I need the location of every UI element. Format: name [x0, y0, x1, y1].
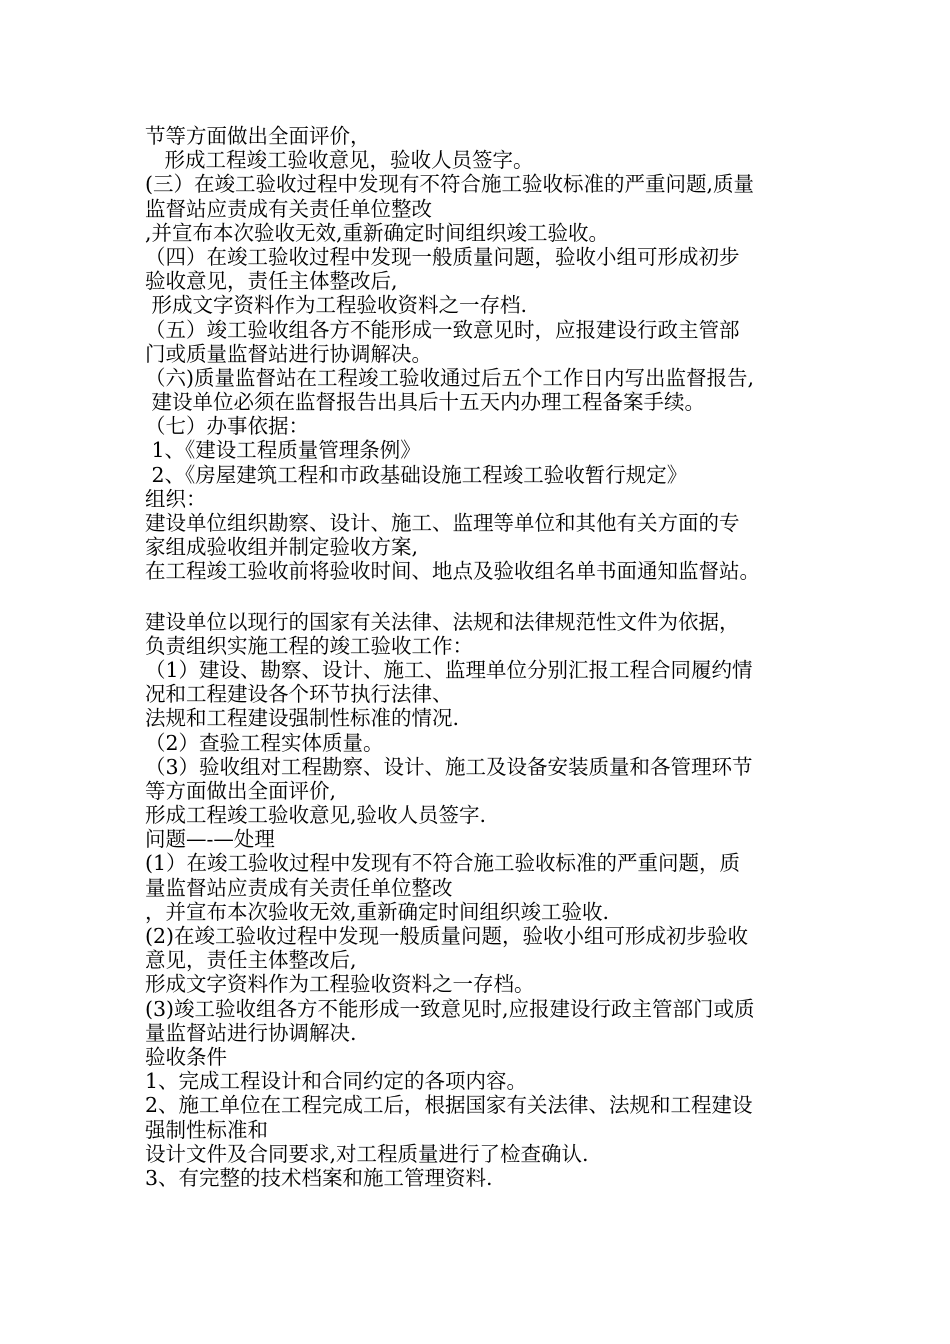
- text-line: (3)竣工验收组各方不能形成一致意见时,应报建设行政主管部门或质: [145, 996, 755, 1021]
- text-line: 1、完成工程设计和合同约定的各项内容。: [145, 1069, 528, 1094]
- text-line: 建设单位组织勘察、设计、施工、监理等单位和其他有关方面的专: [145, 511, 740, 535]
- text-line: 形成文字资料作为工程验收资料之一存档.: [145, 293, 528, 318]
- text-line: 负责组织实施工程的竣工验收工作：: [145, 633, 473, 658]
- text-line: 意见，责任主体整改后,: [145, 948, 357, 973]
- text-line: 法规和工程建设强制性标准的情况.: [145, 706, 460, 731]
- text-line: （五）竣工验收组各方不能形成一致意见时，应报建设行政主管部: [145, 317, 740, 342]
- text-line: 量监督站应责成有关责任单位整改: [145, 875, 453, 900]
- text-line: （六)质量监督站在工程竣工验收通过后五个工作日内写出监督报告,: [145, 365, 755, 390]
- text-line: 监督站应责成有关责任单位整改: [145, 196, 432, 221]
- text-line: 量监督站进行协调解决.: [145, 1020, 357, 1045]
- text-line: (2)在竣工验收过程中发现一般质量问题，验收小组可形成初步验收: [145, 924, 749, 948]
- text-line: 形成工程竣工验收意见，验收人员签字。: [145, 148, 534, 173]
- text-line: 建设单位必须在监督报告出具后十五天内办理工程备案手续。: [145, 390, 706, 415]
- text-line: （1）建设、勘察、设计、施工、监理单位分别汇报工程合同履约情: [145, 657, 753, 682]
- text-line: 2、《房屋建筑工程和市政基础设施工程竣工验收暂行规定》: [145, 462, 688, 487]
- text-line: 组织：: [145, 486, 207, 511]
- text-line: ,并宣布本次验收无效,重新确定时间组织竣工验收。: [145, 220, 610, 245]
- text-line: （四）在竣工验收过程中发现一般质量问题，验收小组可形成初步: [145, 244, 740, 269]
- text-line: 形成工程竣工验收意见,验收人员签字.: [145, 803, 487, 828]
- text-line: 等方面做出全面评价,: [145, 778, 337, 803]
- text-line: 1、《建设工程质量管理条例》: [145, 438, 421, 463]
- document-body: [145, 124, 835, 1190]
- text-line: (1）在竣工验收过程中发现有不符合施工验收标准的严重问题，质: [145, 851, 741, 876]
- text-line: 建设单位以现行的国家有关法律、法规和法律规范性文件为依据，: [145, 609, 740, 634]
- blank-line: [145, 584, 835, 610]
- text-line: 强制性标准和: [145, 1117, 268, 1142]
- text-line: 在工程竣工验收前将验收时间、地点及验收组名单书面通知监督站。: [145, 559, 760, 584]
- text-line: （3）验收组对工程勘察、设计、施工及设备安装质量和各管理环节: [145, 754, 753, 779]
- text-line: （2）查验工程实体质量。: [145, 730, 384, 755]
- text-line: 家组成验收组并制定验收方案,: [145, 535, 419, 560]
- text-line: 节等方面做出全面评价，: [145, 124, 371, 148]
- text-line: （七）办事依据：: [145, 414, 309, 439]
- text-line: 验收意见，责任主体整改后,: [145, 269, 398, 294]
- text-line: 况和工程建设各个环节执行法律、: [145, 682, 453, 707]
- text-line: 设计文件及合同要求,对工程质量进行了检查确认.: [145, 1141, 589, 1166]
- text-line: ，并宣布本次验收无效,重新确定时间组织竣工验收.: [145, 899, 610, 924]
- text-line: 形成文字资料作为工程验收资料之一存档。: [145, 972, 535, 997]
- text-line: 2、施工单位在工程完成工后，根据国家有关法律、法规和工程建设: [145, 1093, 753, 1118]
- text-line: 验收条件: [145, 1044, 227, 1069]
- text-line: 问题—-—处理: [145, 827, 275, 852]
- text-line: 3、有完整的技术档案和施工管理资料.: [145, 1165, 493, 1190]
- text-line: 门或质量监督站进行协调解决。: [145, 341, 432, 366]
- text-line: (三）在竣工验收过程中发现有不符合施工验收标准的严重问题,质量: [145, 172, 755, 197]
